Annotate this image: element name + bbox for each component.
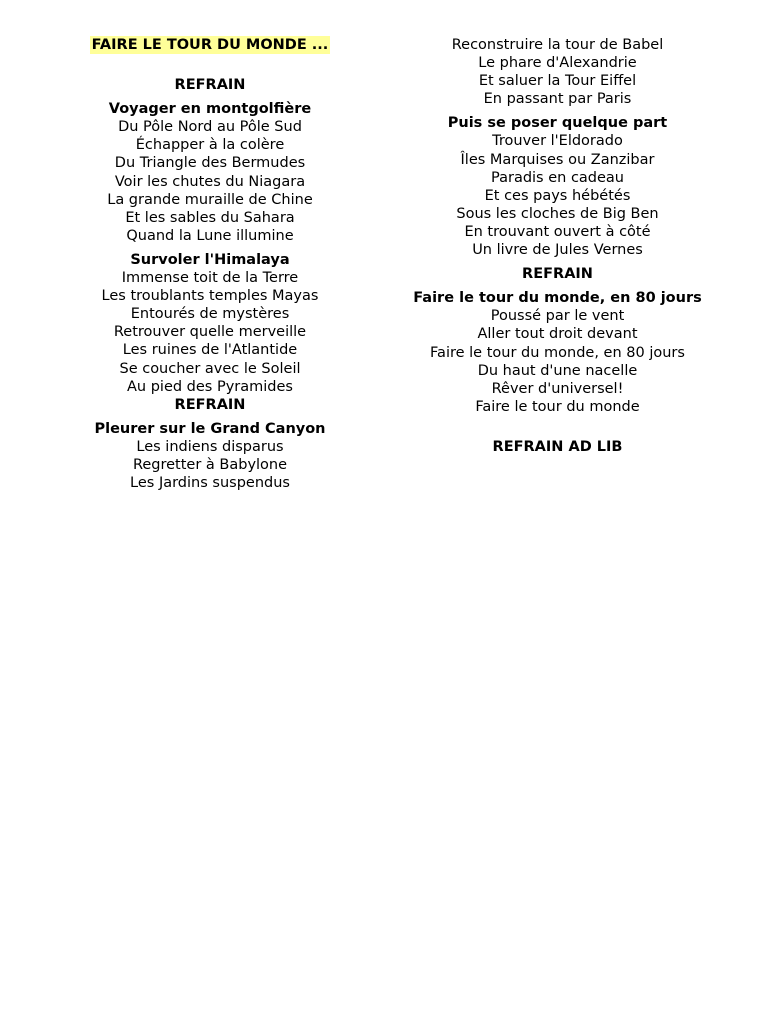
lyric-line: Au pied des Pyramides — [127, 378, 293, 395]
stanza-heading: Survoler l'Himalaya — [130, 251, 290, 268]
stanza-heading: Voyager en montgolfière — [108, 101, 312, 118]
lyric-line: Du Triangle des Bermudes — [114, 155, 306, 172]
lyric-line: Se coucher avec le Soleil — [119, 360, 301, 377]
lyric-line: Les indiens disparus — [136, 438, 284, 455]
stanza-heading: Pleurer sur le Grand Canyon — [94, 420, 326, 437]
left-column — [70, 36, 350, 492]
lyric-line: Immense toit de la Terre — [121, 270, 299, 287]
lyric-line: Et ces pays hébétés — [484, 187, 631, 204]
lyric-line: Un livre de Jules Vernes — [472, 242, 643, 259]
lyric-line: Poussé par le vent — [490, 308, 625, 325]
lyric-line: Les ruines de l'Atlantide — [122, 342, 298, 359]
lyric-line: En trouvant ouvert à côté — [464, 223, 651, 240]
lyric-line: Aller tout droit devant — [477, 326, 638, 343]
lyric-line: Sous les cloches de Big Ben — [456, 205, 659, 222]
lyric-line: Échapper à la colère — [135, 137, 285, 154]
lyric-line: Faire le tour du monde, en 80 jours — [430, 344, 685, 361]
lyric-line: Le phare d'Alexandrie — [478, 55, 637, 72]
song-title: FAIRE LE TOUR DU MONDE ... — [91, 37, 329, 53]
refrain-ad-lib-label: REFRAIN AD LIB — [492, 438, 623, 455]
lyric-line: Les Jardins suspendus — [130, 475, 290, 492]
lyric-line: En passant par Paris — [483, 91, 632, 108]
refrain-label: REFRAIN — [174, 396, 246, 413]
lyric-line: Reconstruire la tour de Babel — [451, 37, 664, 53]
lyric-line: Et les sables du Sahara — [125, 209, 295, 226]
chorus-heading: Faire le tour du monde, en 80 jours — [413, 290, 702, 307]
lyric-line: Du haut d'une nacelle — [477, 362, 638, 379]
lyric-line: Regretter à Babylone — [132, 456, 288, 473]
lyric-line: Îles Marquises ou Zanzibar — [460, 151, 655, 168]
lyric-line: Retrouver quelle merveille — [113, 324, 307, 341]
right-column — [395, 36, 720, 456]
refrain-label: REFRAIN — [174, 77, 246, 94]
lyric-line: Entourés de mystères — [130, 306, 290, 323]
lyric-line: Du Pôle Nord au Pôle Sud — [118, 119, 302, 136]
lyric-line: Voir les chutes du Niagara — [114, 173, 306, 190]
lyric-line: Les troublants temples Mayas — [101, 288, 319, 305]
lyric-line: Et saluer la Tour Eiffel — [478, 73, 637, 90]
refrain-label: REFRAIN — [522, 266, 593, 283]
stanza-heading: Puis se poser quelque part — [447, 115, 668, 132]
lyric-line: Rêver d'universel! — [491, 380, 624, 397]
lyric-line: La grande muraille de Chine — [107, 191, 313, 208]
lyric-line: Faire le tour du monde — [475, 398, 640, 415]
lyric-line: Trouver l'Eldorado — [492, 133, 623, 150]
lyric-line: Paradis en cadeau — [491, 169, 624, 186]
lyric-line: Quand la Lune illumine — [126, 227, 294, 244]
